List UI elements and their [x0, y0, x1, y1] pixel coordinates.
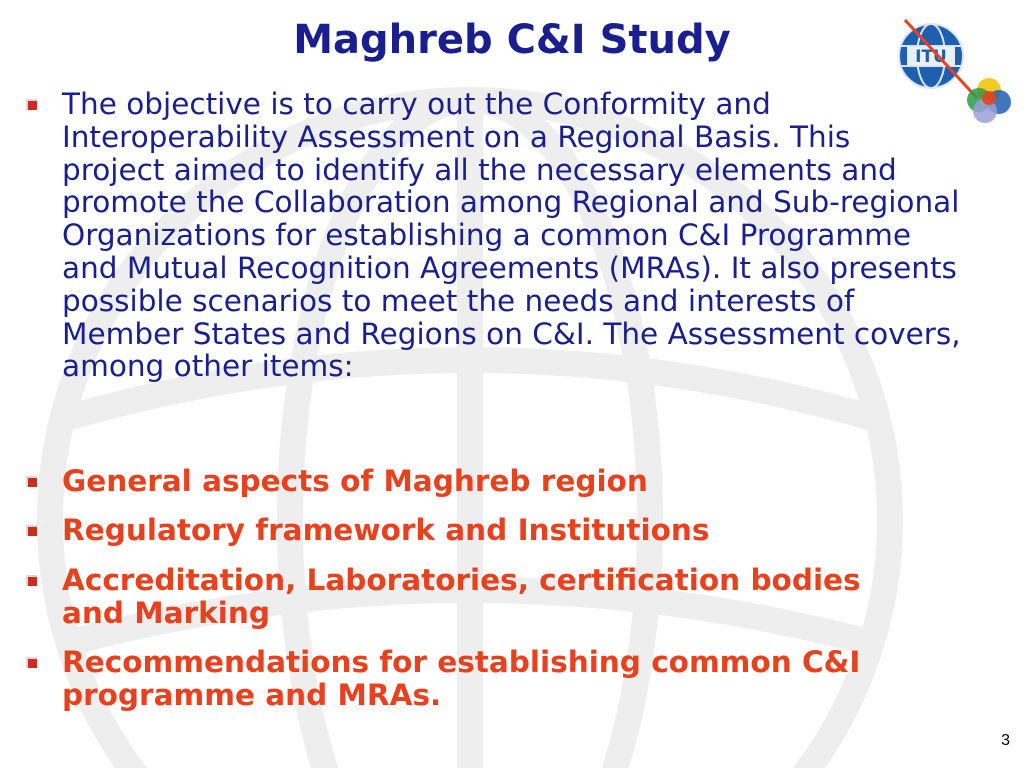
slide-title: Maghreb C&I Study	[293, 17, 731, 63]
page-number: 3	[1001, 732, 1010, 749]
square-bullet-icon	[26, 575, 37, 586]
square-bullet-icon	[26, 476, 37, 487]
list-item: Regulatory framework and Institutions	[62, 513, 710, 547]
square-bullet-icon	[26, 99, 37, 110]
square-bullet-icon	[26, 657, 37, 668]
intro-paragraph: The objective is to carry out the Conformity and Interoperability Assessment on a Regional Basis. This project aimed to identify all the necessary elements and promote the Collaboration among Regional and Sub-regional Organizations for establishing a common C&I Programme and Mutual Recognition Agreements (MRAs). It also presents possible scenarios to meet the needs and interests of Member States and Regions on C&I. The Assessment covers, among other items:	[62, 87, 961, 384]
list-item: Accreditation, Laboratories, certification bodies and Marking	[62, 563, 861, 630]
logo-text: ITU	[915, 47, 947, 67]
list-item: General aspects of Maghreb region	[62, 464, 648, 498]
square-bullet-icon	[26, 525, 37, 536]
list-item: Recommendations for establishing common C&I programme and MRAs.	[62, 645, 861, 712]
